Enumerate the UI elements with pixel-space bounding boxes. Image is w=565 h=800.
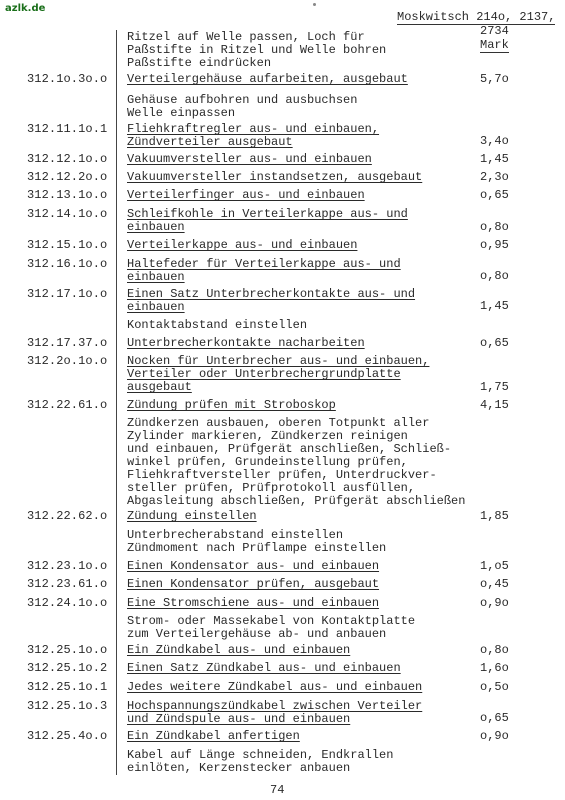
op-value: 1,6o xyxy=(480,661,509,675)
op-description: Unterbrecherkontakte nacharbeiten xyxy=(127,336,365,350)
op-code: 312.13.1o.o xyxy=(27,188,108,202)
op-code: 312.2o.1o.o xyxy=(27,354,108,368)
op-description: Ein Zündkabel anfertigen xyxy=(127,729,300,743)
op-code: 312.25.1o.2 xyxy=(27,661,108,675)
op-description: Nocken für Unterbrecher aus- und einbauen, Verteiler oder Unterbrechergrundplatte ausgebaut xyxy=(127,354,430,394)
op-description: Jedes weitere Zündkabel aus- und einbauen xyxy=(127,680,423,694)
op-code: 312.17.37.o xyxy=(27,336,108,350)
op-description: Ein Zündkabel aus- und einbauen xyxy=(127,643,351,657)
op-note: Zündkerzen ausbauen, oberen Totpunkt aller Zylinder markieren, Zündkerzen reinigen und einbauen, Prüfgerät anschließen, Schließ- winkel prüfen, Grundeinstellung prüfen, Fliehkraftversteller prüfen, Unterdruckver- steller prüfen, Prüfprotokoll ausfüllen, Abgasleitung abschließen, Prüfgerät abschließen xyxy=(127,416,466,508)
op-value: o,45 xyxy=(480,577,509,591)
op-value: o,8o xyxy=(480,269,509,283)
op-description: Vakuumversteller instandsetzen, ausgebaut xyxy=(127,170,423,184)
op-code: 312.15.1o.o xyxy=(27,238,108,252)
op-value: 4,15 xyxy=(480,398,509,412)
op-code: 312.25.1o.3 xyxy=(27,699,108,713)
op-value: 1,85 xyxy=(480,509,509,523)
op-value: o,8o xyxy=(480,220,509,234)
op-value: 2,3o xyxy=(480,170,509,184)
op-description: Fliehkraftregler aus- und einbauen, Zündverteiler ausgebaut xyxy=(127,122,380,149)
op-value: 3,4o xyxy=(480,134,509,148)
header-unit: Mark xyxy=(480,38,509,52)
op-description: Eine Stromschiene aus- und einbauen xyxy=(127,596,380,610)
speck-mark xyxy=(313,3,316,6)
op-code: 312.22.61.o xyxy=(27,398,108,412)
op-code: 312.24.1o.o xyxy=(27,596,108,610)
page-number: 74 xyxy=(270,783,285,797)
op-description: Hochspannungszündkabel zwischen Verteiler und Zündspule aus- und einbauen xyxy=(127,699,423,726)
op-code: 312.22.62.o xyxy=(27,509,108,523)
op-value: o,8o xyxy=(480,643,509,657)
op-value: 5,7o xyxy=(480,72,509,86)
op-description: Einen Kondensator prüfen, ausgebaut xyxy=(127,577,380,591)
op-code: 312.23.1o.o xyxy=(27,559,108,573)
op-code: 312.17.1o.o xyxy=(27,287,108,301)
op-code: 312.25.1o.1 xyxy=(27,680,108,694)
op-code: 312.23.61.o xyxy=(27,577,108,591)
op-code: 312.11.1o.1 xyxy=(27,122,108,136)
column-divider xyxy=(116,30,117,775)
site-watermark: azlk.de xyxy=(5,3,46,14)
op-code: 312.12.1o.o xyxy=(27,152,108,166)
op-note: Kontaktabstand einstellen xyxy=(127,318,308,332)
op-description: Einen Satz Zündkabel aus- und einbauen xyxy=(127,661,401,675)
op-description: Schleifkohle in Verteilerkappe aus- und einbauen xyxy=(127,207,408,234)
op-value: o,9o xyxy=(480,729,509,743)
op-value: 1,45 xyxy=(480,152,509,166)
op-value: o,9o xyxy=(480,596,509,610)
op-value: 1,45 xyxy=(480,299,509,313)
header-code: 2734 xyxy=(480,24,509,38)
op-note: Unterbrecherabstand einstellen Zündmoment nach Prüflampe einstellen xyxy=(127,528,387,555)
op-value: 1,o5 xyxy=(480,559,509,573)
intro-text: Ritzel auf Welle passen, Loch für Paßstifte in Ritzel und Welle bohren Paßstifte eindrücken xyxy=(127,30,387,70)
op-value: o,5o xyxy=(480,680,509,694)
op-description: Einen Satz Unterbrecherkontakte aus- und einbauen xyxy=(127,287,416,314)
op-value: o,65 xyxy=(480,188,509,202)
op-description: Vakuumversteller aus- und einbauen xyxy=(127,152,372,166)
op-description: Haltefeder für Verteilerkappe aus- und einbauen xyxy=(127,257,401,284)
op-description: Zündung prüfen mit Stroboskop xyxy=(127,398,336,412)
op-description: Einen Kondensator aus- und einbauen xyxy=(127,559,380,573)
op-code: 312.25.4o.o xyxy=(27,729,108,743)
op-note: Strom- oder Massekabel von Kontaktplatte zum Verteilergehäuse ab- und anbauen xyxy=(127,614,416,641)
op-description: Verteilerfinger aus- und einbauen xyxy=(127,188,365,202)
op-code: 312.1o.3o.o xyxy=(27,72,108,86)
op-value: o,65 xyxy=(480,711,509,725)
op-code: 312.25.1o.o xyxy=(27,643,108,657)
op-value: o,65 xyxy=(480,336,509,350)
op-note: Gehäuse aufbohren und ausbuchsen Welle einpassen xyxy=(127,93,358,120)
op-description: Verteilergehäuse aufarbeiten, ausgebaut xyxy=(127,72,408,86)
header-title: Moskwitsch 214o, 2137, xyxy=(397,10,556,24)
op-code: 312.14.1o.o xyxy=(27,207,108,221)
op-note: Kabel auf Länge schneiden, Endkrallen einlöten, Kerzenstecker anbauen xyxy=(127,748,394,775)
op-code: 312.12.2o.o xyxy=(27,170,108,184)
op-value: o,95 xyxy=(480,238,509,252)
op-description: Verteilerkappe aus- und einbauen xyxy=(127,238,358,252)
op-code: 312.16.1o.o xyxy=(27,257,108,271)
op-description: Zündung einstellen xyxy=(127,509,257,523)
op-value: 1,75 xyxy=(480,380,509,394)
